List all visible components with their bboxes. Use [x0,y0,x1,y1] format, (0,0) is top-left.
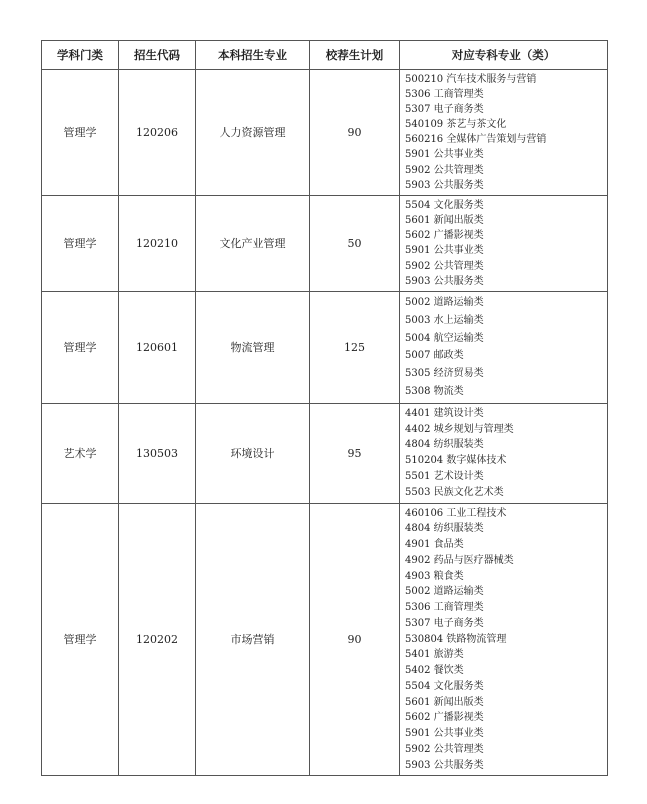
specialty-item: 5007 邮政类 [405,350,464,362]
plan-cell: 95 [310,403,400,503]
specialty-item: 4401 建筑设计类 [405,407,484,419]
specialty-item: 4901 食品类 [405,539,464,551]
specialty-item: 5002 道路运输类 [405,296,484,308]
specialty-item: 5306 工商管理类 [405,602,484,614]
specialty-item: 5902 公共管理类 [405,743,484,755]
header-major: 本科招生专业 [196,41,310,70]
specialty-item: 5901 公共事业类 [405,728,484,740]
specialties-cell [400,70,608,196]
header-code: 招生代码 [119,41,196,70]
table-row [42,503,608,776]
specialty-item: 5901 公共事业类 [405,245,484,257]
specialty-item: 5003 水上运输类 [405,314,484,326]
major-cell: 市场营销 [196,503,310,776]
code-cell: 120210 [119,195,196,291]
specialty-item: 5401 旅游类 [405,649,464,661]
specialty-item: 5504 文化服务类 [405,680,484,692]
specialty-item: 560216 全媒体广告策划与营销 [405,134,547,146]
specialty-item: 4804 纺织服装类 [405,523,484,535]
category-cell: 管理学 [42,291,119,403]
major-cell: 文化产业管理 [196,195,310,291]
admissions-table [41,40,608,776]
category-cell: 管理学 [42,70,119,196]
specialty-item: 4902 药品与医疗器械类 [405,554,514,566]
specialty-item: 5503 民族文化艺术类 [405,486,504,498]
specialty-item: 5307 电子商务类 [405,104,484,116]
specialty-item: 5602 广播影视类 [405,230,484,242]
specialty-item: 5601 新闻出版类 [405,214,484,226]
specialty-item: 5004 航空运输类 [405,332,484,344]
table-row [42,195,608,291]
table-row [42,403,608,503]
specialty-item: 5308 物流类 [405,385,464,397]
major-cell: 环境设计 [196,403,310,503]
specialty-item: 5903 公共服务类 [405,275,484,287]
specialty-item: 5504 文化服务类 [405,199,484,211]
specialty-item: 500210 汽车技术服务与营销 [405,74,537,85]
category-cell: 管理学 [42,195,119,291]
specialty-item: 4402 城乡规划与管理类 [405,423,514,435]
header-plan: 校荐生计划 [310,41,400,70]
specialty-item: 5602 广播影视类 [405,712,484,724]
code-cell: 120202 [119,503,196,776]
specialty-item: 5902 公共管理类 [405,164,484,176]
specialties-cell [400,503,608,776]
specialty-item: 5901 公共事业类 [405,149,484,161]
code-cell: 120601 [119,291,196,403]
specialty-item: 5402 餐饮类 [405,665,464,677]
specialty-item: 5305 经济贸易类 [405,368,484,380]
specialty-item: 5306 工商管理类 [405,89,484,101]
specialty-item: 530804 铁路物流管理 [405,633,507,645]
specialty-item: 510204 数字媒体技术 [405,455,507,467]
code-cell: 120206 [119,70,196,196]
specialty-item: 5307 电子商务类 [405,617,484,629]
specialties-cell [400,403,608,503]
plan-cell: 125 [310,291,400,403]
category-cell: 管理学 [42,503,119,776]
specialties-cell [400,291,608,403]
specialty-item: 5903 公共服务类 [405,759,484,771]
plan-cell: 50 [310,195,400,291]
specialty-item: 4804 纺织服装类 [405,439,484,451]
specialty-item: 4903 粮食类 [405,570,464,582]
specialty-item: 540109 茶艺与茶文化 [405,119,507,131]
header-specialties: 对应专科专业（类） [400,41,608,70]
header-category: 学科门类 [42,41,119,70]
major-cell: 物流管理 [196,291,310,403]
specialty-item: 5601 新闻出版类 [405,696,484,708]
specialty-item: 5002 道路运输类 [405,586,484,598]
major-cell: 人力资源管理 [196,70,310,196]
plan-cell: 90 [310,70,400,196]
specialty-item: 460106 工业工程技术 [405,507,507,519]
specialty-item: 5501 艺术设计类 [405,470,484,482]
specialty-item: 5903 公共服务类 [405,179,484,191]
specialty-item: 5902 公共管理类 [405,260,484,272]
table-row [42,291,608,403]
specialties-cell [400,195,608,291]
plan-cell: 90 [310,503,400,776]
table-row [42,70,608,196]
code-cell: 130503 [119,403,196,503]
category-cell: 艺术学 [42,403,119,503]
header-row [42,41,608,70]
